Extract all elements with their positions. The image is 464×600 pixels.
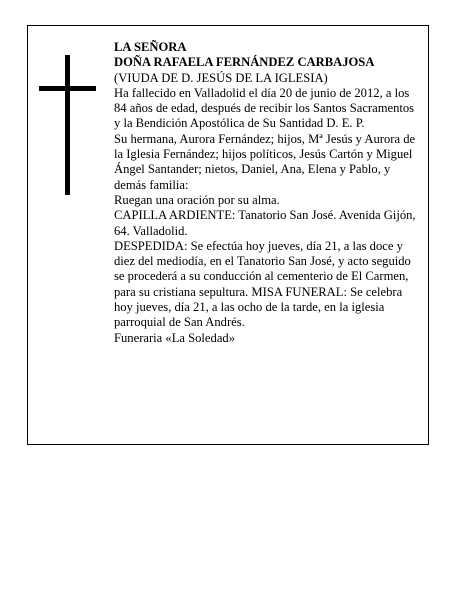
chapel-paragraph: CAPILLA ARDIENTE: Tanatorio San José. Avenida Gijón, 64. Valladolid. (114, 208, 416, 238)
farewell-paragraph: DESPEDIDA: Se efectúa hoy jueves, día 21, a las doce y diez del mediodía, en el Tanatorio San José, y acto seguido se procederá a su conducción al cementerio de El Carmen, para su cristiana sepultura. MISA FUNERAL: Se celebra hoy jueves, día 21, a las ocho de la tarde, en la iglesia parroquial de San Andrés. (114, 238, 411, 330)
death-paragraph: Ha fallecido en Valladolid el día 20 de junio de 2012, a los 84 años de edad, después de recibir los Santos Sacramentos y la Bendición Apostólica de Su Santidad D. E. P. (114, 85, 415, 131)
notice-title: LA SEÑORA (114, 40, 187, 54)
family-paragraph: Su hermana, Aurora Fernández; hijos, Mª Jesús y Aurora de la Iglesia Fernández; hijos políticos, Jesús Cartón y Miguel Ángel Santander; nietos, Daniel, Ana, Elena y Pablo, y demás familia: (114, 131, 416, 192)
prayer-line: Ruegan una oración por su alma. (114, 192, 280, 207)
deceased-name: DOÑA RAFAELA FERNÁNDEZ CARBAJOSA (114, 55, 375, 70)
funeral-home: Funeraria «La Soledad» (114, 330, 235, 345)
obituary-text (114, 40, 422, 346)
deceased-subtitle: (VIUDA DE D. JESÚS DE LA IGLESIA) (114, 70, 328, 85)
cross-horizontal-bar (39, 86, 96, 91)
cross-vertical-bar (65, 55, 70, 195)
